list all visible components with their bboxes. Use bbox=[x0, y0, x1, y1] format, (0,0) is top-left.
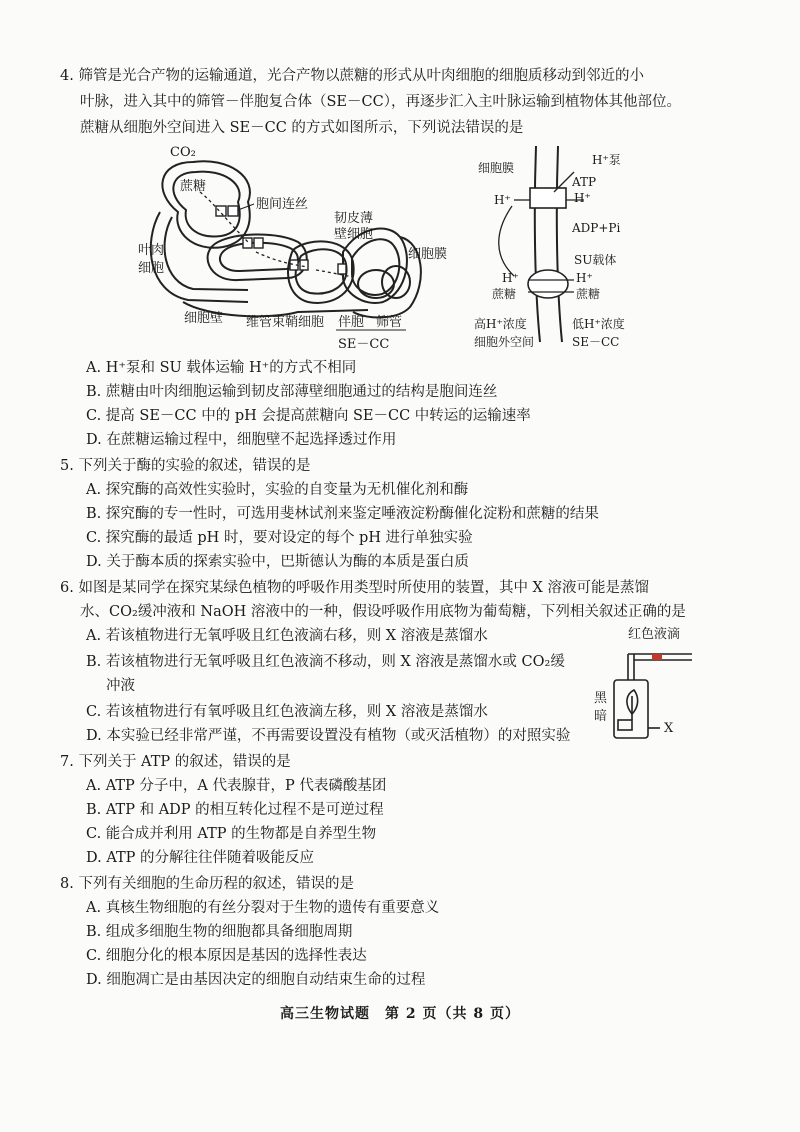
fig2-se-cc-label: SE－CC bbox=[572, 335, 620, 349]
phloem-parenchyma-label-2: 壁细胞 bbox=[334, 227, 374, 242]
q6-option-b-cont: 冲液 bbox=[106, 678, 135, 694]
cell-wall-label: 细胞壁 bbox=[184, 311, 224, 326]
cell-membrane-label: 细胞膜 bbox=[408, 247, 448, 262]
q5-option-c: C. 探究酶的最适 pH 时，要对设定的每个 pH 进行单独实验 bbox=[86, 530, 473, 546]
adp-label: ADP+Pi bbox=[572, 221, 621, 235]
q6-stem-line-1: 6. 如图是某同学在探究某绿色植物的呼吸作用类型时所使用的装置，其中 X 溶液可能是蒸馏 bbox=[60, 580, 649, 596]
leaf-cell-diagram bbox=[138, 142, 448, 360]
dark-label-2: 暗 bbox=[594, 709, 608, 724]
h-low-label: H⁺ bbox=[502, 271, 519, 285]
fig2-membrane-label: 细胞膜 bbox=[478, 161, 515, 175]
q4-option-d: D. 在蔗糖运输过程中，细胞壁不起选择透过作用 bbox=[86, 432, 397, 448]
q8-stem: 8. 下列有关细胞的生命历程的叙述，错误的是 bbox=[60, 876, 354, 892]
q6-option-b: B. 若该植物进行无氧呼吸且红色液滴不移动，则 X 溶液是蒸馏水或 CO₂缓 bbox=[86, 654, 565, 670]
h-right-label: H⁺ bbox=[574, 191, 591, 205]
q4-option-c: C. 提高 SE－CC 中的 pH 会提高蔗糖向 SE－CC 中转运的运输速率 bbox=[86, 408, 531, 424]
co2-label: CO₂ bbox=[170, 145, 196, 160]
q6-option-d: D. 本实验已经非常严谨，不再需要设置没有植物（或灭活植物）的对照实验 bbox=[86, 728, 571, 744]
sucrose-right-label: 蔗糖 bbox=[576, 287, 601, 301]
q4-option-b: B. 蔗糖由叶肉细胞运输到韧皮部薄壁细胞通过的结构是胞间连丝 bbox=[86, 384, 498, 400]
respiration-apparatus-diagram bbox=[594, 624, 704, 742]
dark-label-1: 黑 bbox=[594, 691, 608, 706]
q7-stem: 7. 下列关于 ATP 的叙述，错误的是 bbox=[60, 754, 291, 770]
atp-label: ATP bbox=[572, 175, 597, 189]
se-cc-label: SE－CC bbox=[338, 337, 390, 352]
q8-option-a: A. 真核生物细胞的有丝分裂对于生物的遗传有重要意义 bbox=[86, 900, 440, 916]
q8-option-b: B. 组成多细胞生物的细胞都具备细胞周期 bbox=[86, 924, 353, 940]
phloem-parenchyma-label-1: 韧皮薄 bbox=[334, 211, 374, 226]
q4-stem-line-2: 叶脉，进入其中的筛管－伴胞复合体（SE－CC），再逐步汇入主叶脉运输到植物体其他部位。 bbox=[80, 94, 681, 110]
q5-option-d: D. 关于酶本质的探索实验中，巴斯德认为酶的本质是蛋白质 bbox=[86, 554, 469, 570]
mesophyll-label-1: 叶肉 bbox=[138, 243, 165, 258]
q8-option-d: D. 细胞凋亡是由基因决定的细胞自动结束生命的过程 bbox=[86, 972, 426, 988]
q4-option-a: A. H⁺泵和 SU 载体运输 H⁺的方式不相同 bbox=[86, 360, 357, 376]
membrane-transport-diagram bbox=[474, 142, 664, 352]
q6-option-c: C. 若该植物进行有氧呼吸且红色液滴左移，则 X 溶液是蒸馏水 bbox=[86, 704, 488, 720]
q7-option-c: C. 能合成并利用 ATP 的生物都是自养型生物 bbox=[86, 826, 377, 842]
q5-option-a: A. 探究酶的高效性实验时，实验的自变量为无机催化剂和酶 bbox=[86, 482, 469, 498]
bundle-sheath-label: 维管束鞘细胞 bbox=[246, 315, 325, 330]
red-droplet-label: 红色液滴 bbox=[628, 627, 681, 642]
sucrose-label: 蔗糖 bbox=[180, 179, 207, 194]
q4-stem-line-1: 4. 筛管是光合产物的运输通道，光合产物以蔗糖的形式从叶肉细胞的细胞质移动到邻近的小 bbox=[60, 68, 644, 84]
companion-cell-label: 伴胞 bbox=[338, 315, 365, 330]
q7-option-d: D. ATP 的分解往往伴随着吸能反应 bbox=[86, 850, 315, 866]
q5-stem: 5. 下列关于酶的实验的叙述，错误的是 bbox=[60, 458, 311, 474]
q8-option-c: C. 细胞分化的根本原因是基因的选择性表达 bbox=[86, 948, 367, 964]
sieve-tube-label: 筛管 bbox=[376, 315, 403, 330]
h-left-label: H⁺ bbox=[494, 193, 511, 207]
sucrose-left-label: 蔗糖 bbox=[492, 287, 517, 301]
q7-option-a: A. ATP 分子中，A 代表腺苷，P 代表磷酸基团 bbox=[86, 778, 387, 794]
q4-stem-line-3: 蔗糖从细胞外空间进入 SE－CC 的方式如图所示，下列说法错误的是 bbox=[80, 120, 524, 136]
plasmodesmata-label: 胞间连丝 bbox=[256, 197, 309, 212]
su-carrier-label: SU载体 bbox=[574, 253, 617, 267]
q6-stem-line-2: 水、CO₂缓冲液和 NaOH 溶液中的一种，假设呼吸作用底物为葡萄糖，下列相关叙述正确的是 bbox=[80, 604, 686, 620]
q7-option-b: B. ATP 和 ADP 的相互转化过程不是可逆过程 bbox=[86, 802, 384, 818]
page-footer: 高三生物试题 第 2 页（共 8 页） bbox=[280, 1006, 520, 1022]
extracellular-label: 细胞外空间 bbox=[474, 335, 535, 349]
h-pump-label: H⁺泵 bbox=[592, 153, 621, 167]
x-solution-label: X bbox=[664, 721, 674, 736]
high-h-label: 高H⁺浓度 bbox=[474, 317, 527, 331]
mesophyll-label-2: 细胞 bbox=[138, 261, 165, 276]
q5-option-b: B. 探究酶的专一性时，可选用斐林试剂来鉴定唾液淀粉酶催化淀粉和蔗糖的结果 bbox=[86, 506, 599, 522]
h-su-label: H⁺ bbox=[576, 271, 593, 285]
q6-option-a: A. 若该植物进行无氧呼吸且红色液滴右移，则 X 溶液是蒸馏水 bbox=[86, 628, 488, 644]
low-h-label: 低H⁺浓度 bbox=[572, 317, 625, 331]
